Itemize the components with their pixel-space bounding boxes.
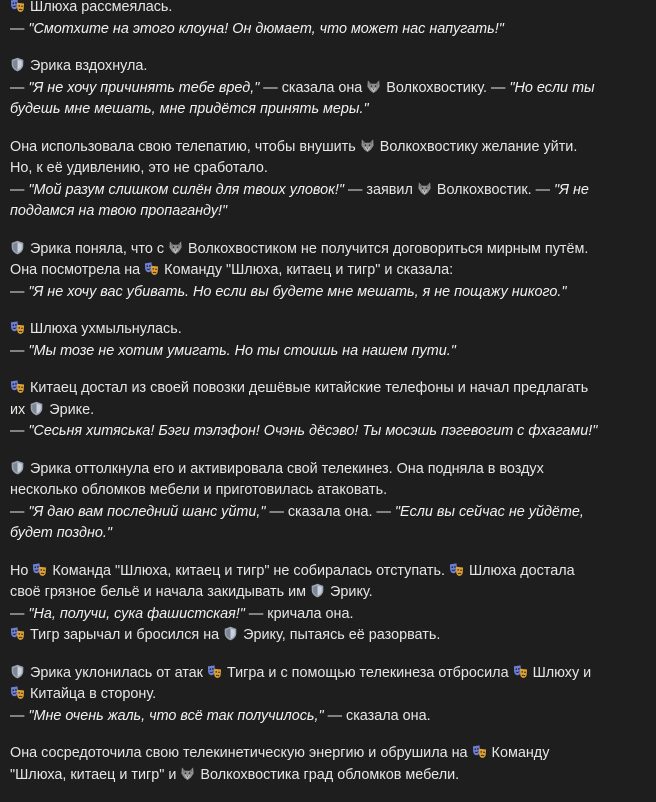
line <box>10 523 650 545</box>
shield-icon <box>10 57 25 72</box>
narration-text: Китайца в сторону. <box>26 686 157 702</box>
narration-text: Волкохвостика град обломков мебели. <box>196 766 460 783</box>
narration-text: Она посмотрела на <box>10 262 145 278</box>
line <box>10 421 650 443</box>
narration-text: Но, к её удивлению, это не сработало. <box>10 160 268 176</box>
line <box>10 663 650 685</box>
paragraph-6 <box>10 378 650 443</box>
dash: — <box>10 503 29 520</box>
dialogue-quote: "Я не хочу причинять тебе вред," <box>28 79 260 96</box>
line <box>10 604 650 626</box>
narration-text: — сказала она. <box>323 707 431 724</box>
dash: — <box>10 283 29 300</box>
dialogue-quote: "Я не <box>554 181 589 198</box>
shield-icon <box>310 583 325 598</box>
line <box>10 0 650 19</box>
dialogue-quote: "Если вы сейчас не уйдёте, <box>394 503 584 520</box>
line <box>10 743 650 765</box>
line <box>10 180 650 202</box>
paragraph-8 <box>10 561 650 647</box>
line <box>10 400 650 422</box>
dash: — <box>10 20 29 37</box>
line <box>10 78 650 100</box>
narration-text: Эрику. <box>326 584 373 600</box>
performing-arts-masks-icon <box>144 261 159 276</box>
paragraph-9 <box>10 663 650 728</box>
narration-text: Шлюху и <box>528 664 592 681</box>
line <box>10 765 650 787</box>
narration-text: "Шлюха, китаец и тигр" и <box>10 766 181 783</box>
paragraph-5 <box>10 319 650 362</box>
line <box>10 282 650 304</box>
narration-text: Эрика уклонилась от атак <box>26 664 207 681</box>
wolf-icon <box>417 181 432 196</box>
narration-text: Шлюха рассмеялась. <box>30 0 173 15</box>
performing-arts-masks-icon <box>10 0 25 13</box>
dialogue-quote: "Но если ты <box>509 79 595 96</box>
dash: — <box>10 707 29 724</box>
performing-arts-masks-icon <box>10 320 25 335</box>
dialogue-quote: "Мы тозе не хотим умигать. Но ты стоишь на нашем пути." <box>28 342 456 359</box>
performing-arts-masks-icon <box>449 562 464 577</box>
narration-text: Команду <box>487 745 550 761</box>
line <box>10 201 650 223</box>
dialogue-quote: будет поздно." <box>10 525 113 541</box>
narration-text: Эрика поняла, что с <box>30 240 169 257</box>
dialogue-quote: "Я даю вам последний шанс уйти," <box>28 503 266 520</box>
narration-text: Эрике. <box>45 401 95 418</box>
line <box>10 137 650 159</box>
dialogue-quote: "Смотхите на этого клоуна! Он дюмает, что может нас напугать!" <box>28 20 504 37</box>
narration-text: — кричала она. <box>244 605 354 622</box>
narration-text: Китаец достал из своей повозки дешёвые китайские телефоны и начал предлагать <box>30 380 589 396</box>
narration-text: Эрику, пытаясь её разорвать. <box>239 627 441 643</box>
wolf-icon <box>180 766 195 781</box>
shield-icon <box>223 626 238 641</box>
shield-icon <box>29 401 44 416</box>
paragraph-3 <box>10 137 650 223</box>
wolf-icon <box>168 240 183 255</box>
narration-text: несколько обломков мебели и приготовилась атаковать. <box>10 482 388 498</box>
shield-icon <box>10 664 25 679</box>
dialogue-quote: "Я не хочу вас убивать. Но если вы будете мне мешать, я не пощажу никого." <box>28 283 567 300</box>
shield-icon <box>10 240 25 255</box>
dash: — <box>10 605 29 622</box>
narration-text: — сказала она <box>259 79 367 96</box>
narration-text: Эрика вздохнула. <box>30 58 148 74</box>
shield-icon <box>10 460 25 475</box>
narration-text: — сказала она. — <box>265 503 395 520</box>
paragraph-7 <box>10 459 650 545</box>
dialogue-quote: "Мой разум слишком силён для твоих уловок!" <box>28 181 344 198</box>
narration-text: Волкохвостику желание уйти. <box>375 138 578 155</box>
line <box>10 319 650 341</box>
narration-text: Тигра и с помощью телекинеза отбросила <box>222 664 513 681</box>
narration-text: Она сосредоточила свою телекинетическую энергию и обрушила на <box>10 745 472 761</box>
line <box>10 561 650 583</box>
dialogue-quote: будешь мне мешать, мне придётся принять меры." <box>10 101 369 117</box>
dash: — <box>10 181 29 198</box>
performing-arts-masks-icon <box>10 685 25 700</box>
dash: — <box>10 342 29 359</box>
narration-text: Волкохвостиком не получится договориться мирным путём. <box>184 240 589 257</box>
line <box>10 625 650 647</box>
narration-text: Команду "Шлюха, китаец и тигр" и сказала: <box>160 262 454 278</box>
narration-text: Команда "Шлюха, китаец и тигр" не собиралась отступать. <box>48 562 449 579</box>
paragraph-10 <box>10 743 650 786</box>
dash: — <box>10 79 29 96</box>
dialogue-quote: "Сесьня хитяська! Бэги тэлэфон! Очэнь дёсэво! Ты мосэшь пэгевогит с фхагами!" <box>28 423 598 439</box>
dialogue-quote: "Мне очень жаль, что всё так получилось," <box>28 707 324 724</box>
line <box>10 341 650 363</box>
paragraph-1 <box>10 0 650 40</box>
line <box>10 706 650 728</box>
story-text <box>10 0 650 802</box>
dash: — <box>10 423 29 439</box>
paragraph-4 <box>10 239 650 304</box>
paragraph-2 <box>10 56 650 121</box>
narration-text: их <box>10 401 30 418</box>
line <box>10 480 650 502</box>
narration-text: Шлюха достала <box>464 562 575 579</box>
line <box>10 158 650 180</box>
line <box>10 459 650 481</box>
performing-arts-masks-icon <box>10 379 25 394</box>
narration-text: Но <box>10 562 33 579</box>
performing-arts-masks-icon <box>513 664 528 679</box>
line <box>10 56 650 78</box>
line <box>10 378 650 400</box>
line <box>10 502 650 524</box>
wolf-icon <box>366 79 381 94</box>
narration-text: — заявил <box>344 181 417 198</box>
narration-text: Эрика оттолкнула его и активировала свой телекинез. Она подняла в воздух <box>30 460 544 477</box>
line <box>10 19 650 41</box>
performing-arts-masks-icon <box>32 562 47 577</box>
narration-text: Она использовала свою телепатию, чтобы внушить <box>10 138 360 155</box>
narration-text: Волкохвостик. — <box>432 181 555 198</box>
performing-arts-masks-icon <box>10 626 25 641</box>
narration-text: Волкохвостику. — <box>382 79 510 96</box>
line <box>10 260 650 282</box>
dialogue-quote: "На, получи, сука фашистская!" <box>28 605 245 622</box>
narration-text: Тигр зарычал и бросился на <box>26 627 224 643</box>
performing-arts-masks-icon <box>472 744 487 759</box>
line <box>10 582 650 604</box>
narration-text: своё грязное бельё и начала закидывать им <box>10 584 311 600</box>
line <box>10 239 650 261</box>
performing-arts-masks-icon <box>207 664 222 679</box>
wolf-icon <box>360 138 375 153</box>
line <box>10 684 650 706</box>
dialogue-quote: поддамся на твою пропаганду!" <box>10 203 228 219</box>
narration-text: Шлюха ухмыльнулась. <box>30 321 182 337</box>
line <box>10 99 650 121</box>
